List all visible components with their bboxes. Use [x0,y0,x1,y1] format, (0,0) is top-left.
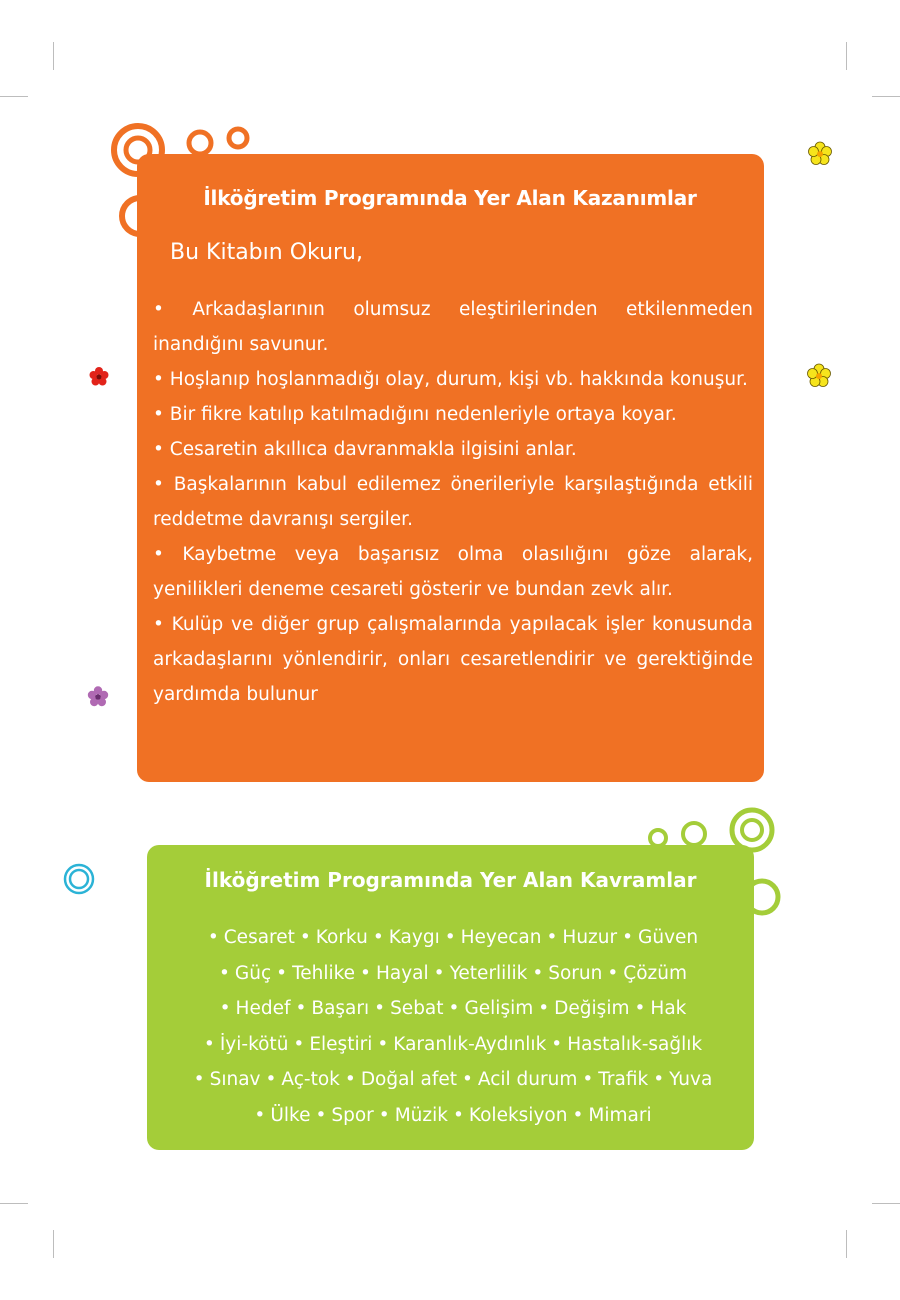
concept-item: Karanlık-Aydınlık [393,1033,547,1055]
bullet-icon: • [653,1069,665,1090]
concept-line [147,1098,754,1134]
crop-mark [846,42,847,70]
concept-item: Tehlike [292,962,356,984]
concept-item: Heyecan [460,927,542,948]
bullet-icon: • [433,962,445,984]
bullet-icon: • [532,962,544,984]
concept-item: Cesaret [223,927,295,948]
list-item: • Kaybetme veya başarısız olma olasılığını göze alarak, yenilikleri deneme cesareti gösterir ve bundan zevk alır. [153,544,753,600]
concept-line [147,920,754,956]
concept-item: Korku [315,927,368,948]
concept-item: Sorun [548,962,603,984]
concept-item: Müzik [394,1104,448,1126]
concept-item: Değişim [554,998,630,1019]
bullet-icon: • [203,1033,215,1055]
list-item: • Hoşlanıp hoşlanmadığı olay, durum, kişi vb. hakkında konuşur. [153,369,748,390]
bullet-icon: • [546,927,558,948]
bullet-icon: • [374,998,386,1019]
bullet-icon: • [360,962,371,984]
concept-item: Spor [331,1104,374,1126]
concept-item: Ülke [270,1104,311,1126]
crop-mark [53,42,54,70]
concept-item: Sebat [390,998,444,1019]
bullet-icon: • [461,1069,473,1090]
bullet-icon: • [622,927,634,948]
bullet-icon: • [444,927,456,948]
concept-line [147,991,754,1027]
kazanimlar-title: İlköğretim Programında Yer Alan Kazanımlar [203,186,697,210]
concept-item: Hayal [375,962,429,984]
flower-icon [805,362,833,390]
crop-mark [872,1203,900,1204]
concept-item: Hak [650,998,687,1019]
concept-line [147,1027,754,1063]
list-item: • Kulüp ve diğer grup çalışmalarında yapılacak işler konusunda arkadaşlarını yönlendirir, onları cesaretlendirir ve gerektiğinde yardımda bulunur [153,614,753,705]
concept-item: Aç-tok [281,1069,340,1090]
bullet-icon: • [344,1069,356,1090]
crop-mark [0,1203,28,1204]
concept-item: Trafik [598,1069,649,1090]
concept-item: Eleştiri [309,1033,373,1055]
bullet-icon: • [276,962,288,984]
crop-mark [872,96,900,97]
list-item: • Cesaretin akıllıca davranmakla ilgisini anlar. [153,439,577,460]
concept-item: Mimari [588,1104,652,1126]
crop-mark [846,1230,847,1258]
concept-item: Kaygı [388,927,440,948]
bullet-icon: • [193,1069,205,1090]
list-item: • Bir fikre katılıp katılmadığını nedenleriyle ortaya koyar. [153,404,677,425]
bullet-icon: • [452,1104,464,1126]
concept-item: Hedef [235,998,291,1019]
concept-line [147,956,754,992]
kazanimlar-list [153,292,753,712]
bullet-icon: • [293,1033,305,1055]
concept-item: Sınav [209,1069,261,1090]
bullet-icon: • [315,1104,327,1126]
ring-icon [62,862,96,896]
bullet-icon: • [582,1069,594,1090]
list-item: • Arkadaşlarının olumsuz eleştirilerinden etkilenmeden inandığını savunur. [153,299,753,355]
bullet-icon: • [634,998,646,1019]
flower-icon [806,140,834,168]
concept-item: Çözüm [623,962,687,984]
bullet-icon: • [607,962,619,984]
crop-mark [0,96,28,97]
concept-item: Hastalık-sağlık [567,1033,703,1055]
kazanimlar-subtitle: Bu Kitabın Okuru, [170,240,363,265]
concept-item: Güven [638,927,699,948]
bullet-icon: • [378,1104,390,1126]
bullet-icon: • [218,962,230,984]
bullet-icon: • [551,1033,563,1055]
kavramlar-title: İlköğretim Programında Yer Alan Kavramlar [204,868,697,892]
concept-line [147,1062,754,1098]
flower-icon [88,366,110,388]
bullet-icon: • [538,998,550,1019]
bullet-icon: • [572,1104,584,1126]
kavramlar-list [147,920,754,1133]
concept-item: Koleksiyon [468,1104,568,1126]
bullet-icon: • [207,927,219,948]
bullet-icon: • [265,1069,277,1090]
bullet-icon: • [448,998,460,1019]
crop-mark [53,1230,54,1258]
concept-item: İyi-kötü [219,1033,289,1055]
bullet-icon: • [295,998,307,1019]
concept-item: Gelişim [464,998,534,1019]
bullet-icon: • [377,1033,389,1055]
concept-item: Yuva [669,1069,713,1090]
concept-item: Acil durum [477,1069,578,1090]
bullet-icon: • [372,927,384,948]
list-item: • Başkalarının kabul edilemez önerileriyle karşılaştığında etkili reddetme davranışı sergiler. [153,474,753,530]
concept-item: Yeterlilik [449,962,528,984]
concept-item: Başarı [311,998,370,1019]
concept-item: Huzur [562,927,618,948]
bullet-icon: • [299,927,311,948]
bullet-icon: • [219,998,231,1019]
bullet-icon: • [254,1104,266,1126]
concept-item: Güç [234,962,272,984]
flower-icon [86,685,110,709]
concept-item: Doğal afet [360,1069,457,1090]
